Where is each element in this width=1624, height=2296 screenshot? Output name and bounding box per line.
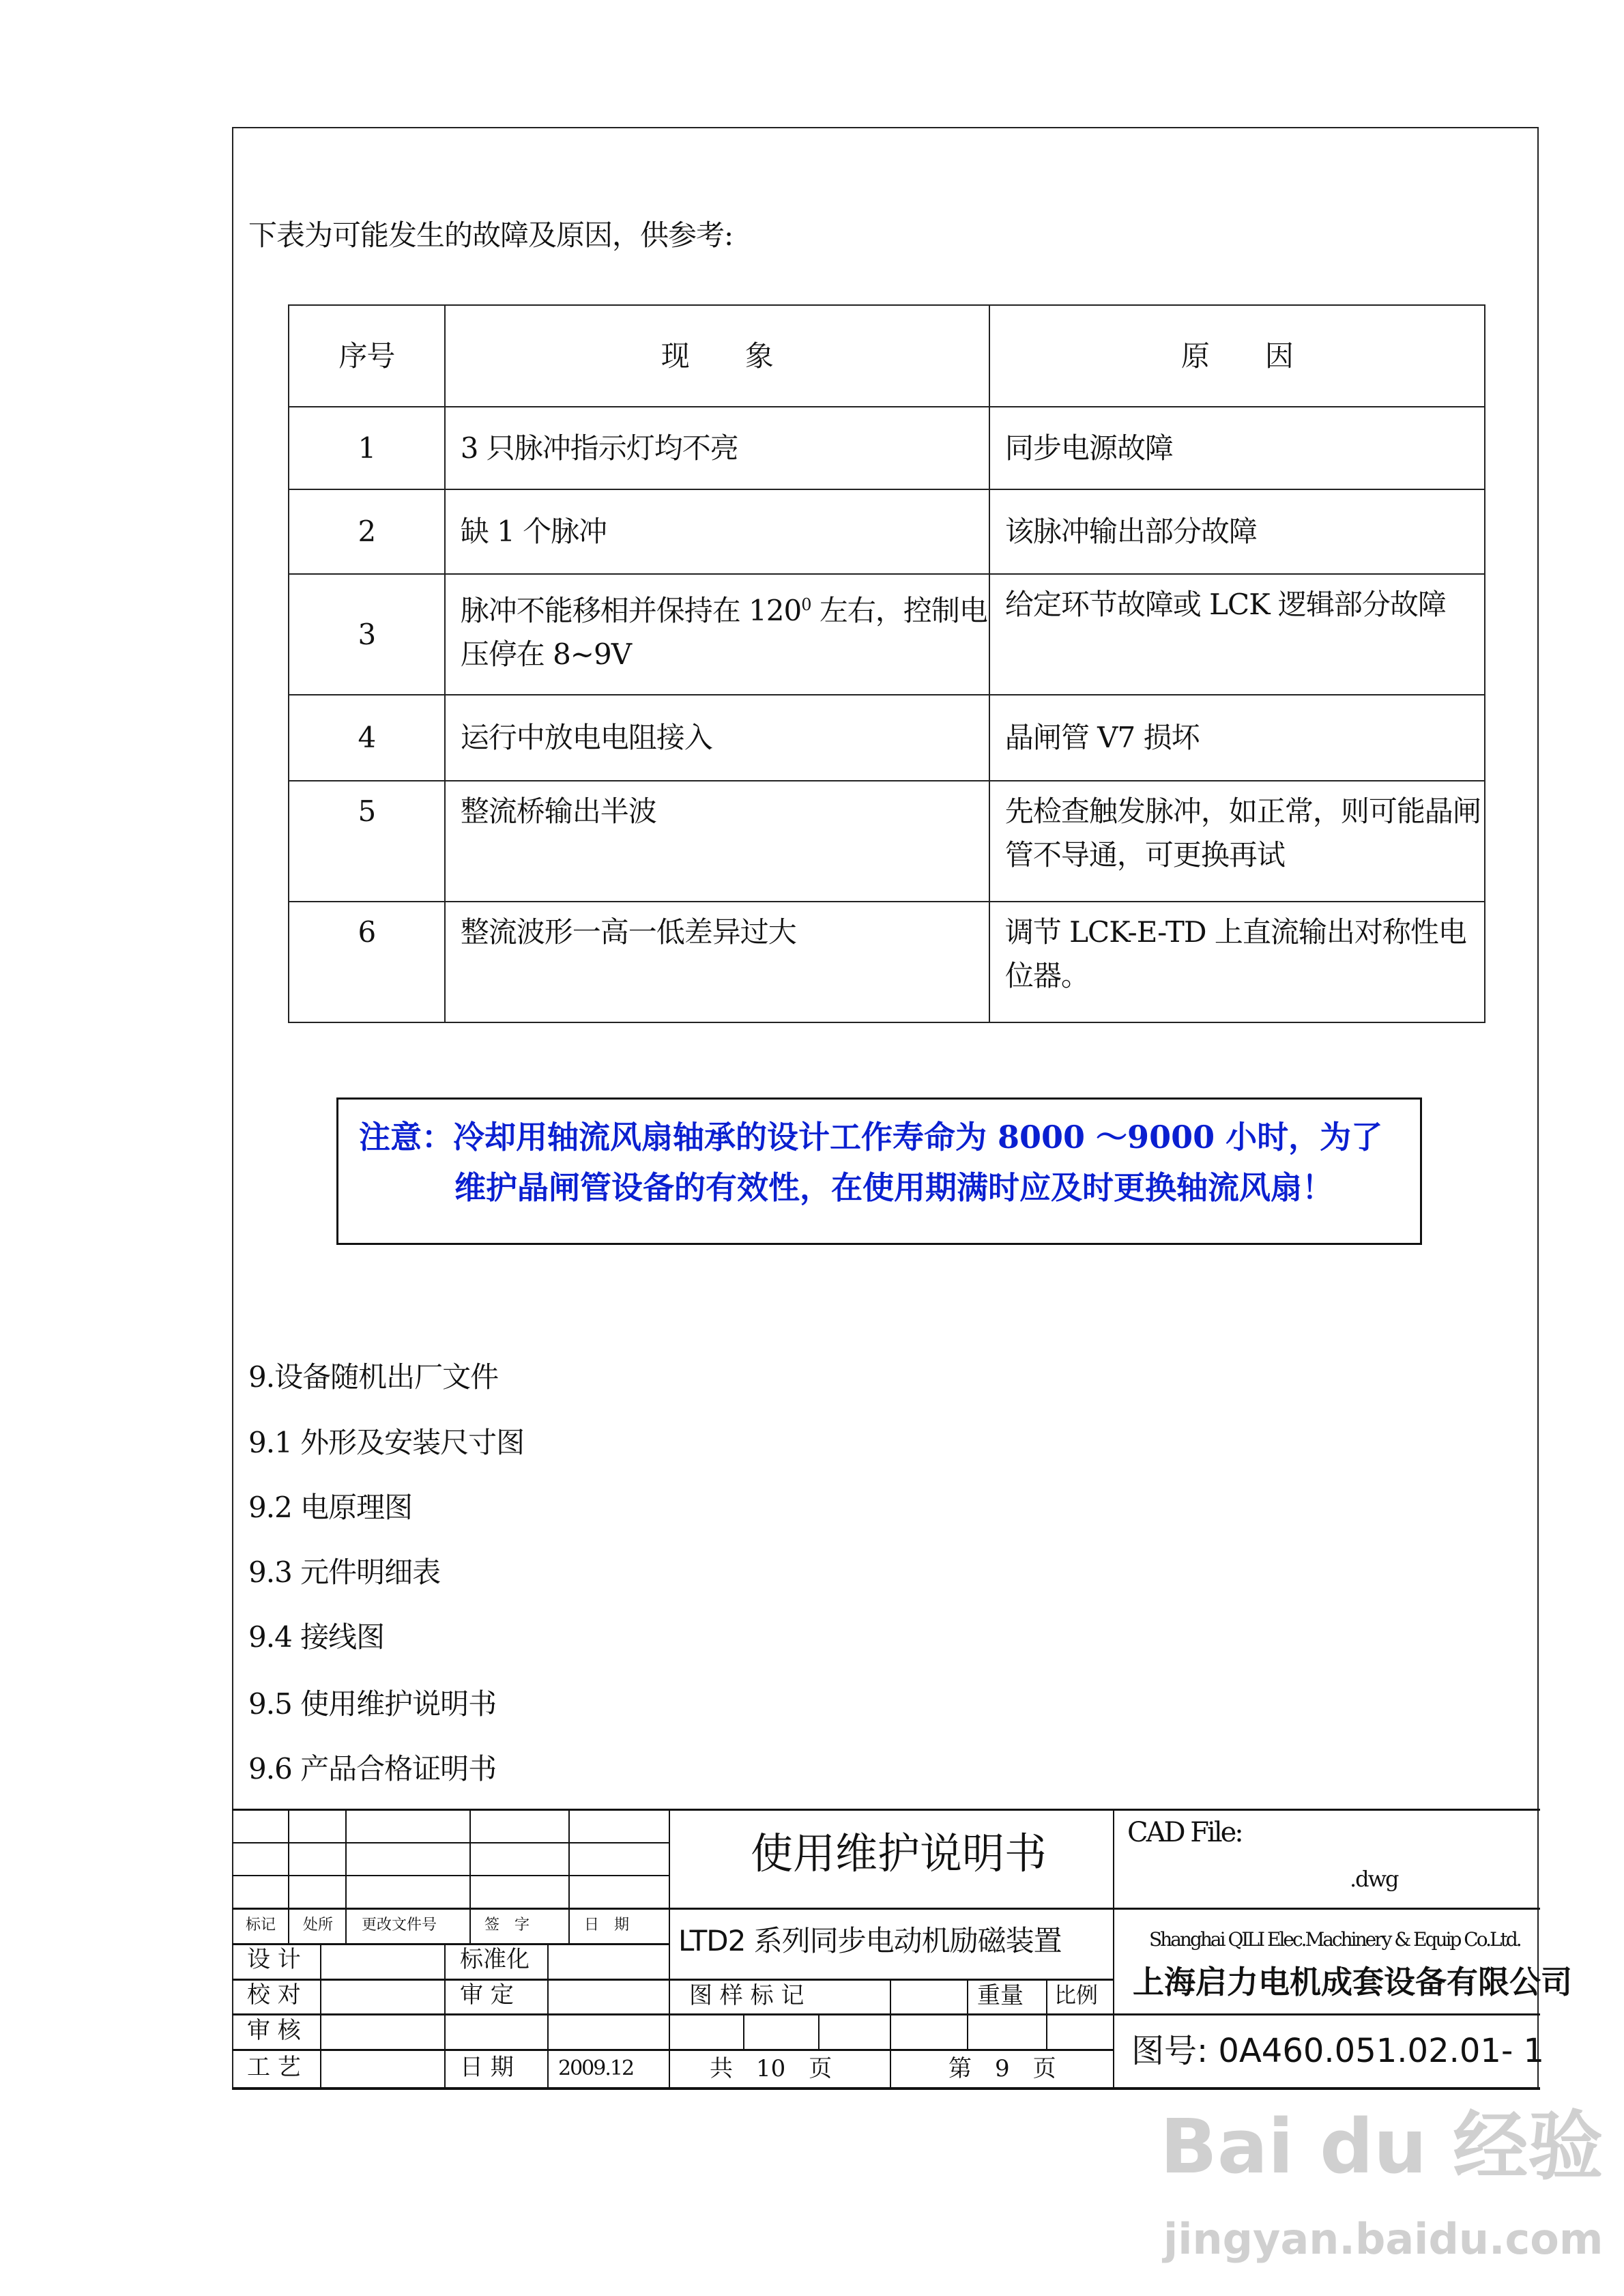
row-no: 4 [289, 695, 445, 781]
rev-header-mark: 标记 [246, 1917, 276, 1934]
rev-header-docno: 更改文件号 [362, 1917, 437, 1934]
drawing-number: 图号: 0A460.051.02.01- 1 [1131, 2032, 1545, 2070]
row-cause: 调节 LCK-E-TD 上直流输出对称性电位器。 [989, 902, 1485, 1022]
notice-line-2: 维护晶闸管设备的有效性，在使用期满时应及时更换轴流风扇！ [454, 1169, 1333, 1206]
divider [232, 2087, 1540, 2090]
table-row [289, 902, 1485, 1022]
approve-label: 审 定 [460, 1981, 514, 2009]
watermark-url: jingyan.baidu.com [1163, 2214, 1604, 2264]
total-pages: 共 10 页 [710, 2055, 832, 2082]
row-cause: 晶闸管 V7 损坏 [989, 695, 1485, 781]
process-label: 工 艺 [247, 2054, 301, 2081]
sample-mark-label: 图 样 标 记 [689, 1982, 804, 2009]
cad-file-ext: .dwg [1350, 1866, 1398, 1892]
divider [890, 1979, 891, 2089]
divider [232, 2049, 1113, 2051]
divider [232, 1809, 1540, 1811]
baidu-jingyan-watermark: Bai du 经验 [1160, 2103, 1604, 2190]
rev-header-place: 处所 [303, 1917, 334, 1934]
row-symptom: 整流波形一高一低差异过大 [445, 902, 989, 1022]
header-no: 序号 [289, 305, 445, 407]
row-no: 3 [289, 574, 445, 695]
row-symptom: 3 只脉冲指示灯均不亮 [445, 407, 989, 489]
doc-list-item: 9.5 使用维护说明书 [248, 1687, 497, 1721]
header-symptom: 现 象 [445, 305, 989, 407]
rev-header-sign: 签 字 [484, 1917, 530, 1934]
doc-list-item: 9.2 电原理图 [248, 1491, 413, 1524]
divider [232, 1908, 1540, 1910]
divider [1113, 1809, 1114, 2089]
fault-table [288, 304, 1485, 1023]
table-row [289, 574, 1485, 695]
row-symptom: 整流桥输出半波 [445, 781, 989, 902]
company-en: Shanghai QILI Elec.Machinery & Equip Co.Ltd. [1149, 1928, 1520, 1951]
symptom-text: 左右，控制电压停在 8~9V [460, 594, 987, 671]
scale-label: 比例 [1054, 1982, 1099, 2008]
divider [568, 1809, 570, 1943]
divider [232, 1943, 669, 1945]
notice-line-1: 注意：冷却用轴流风扇轴承的设计工作寿命为 8000 ～9000 小时，为了 [359, 1119, 1383, 1156]
divider [232, 1842, 669, 1843]
table-row [289, 695, 1485, 781]
symptom-text: 脉冲不能移相并保持在 120 [460, 594, 802, 627]
cad-file-label: CAD File: [1127, 1817, 1242, 1848]
doc-title: 使用维护说明书 [751, 1828, 1047, 1878]
header-cause: 原 因 [989, 305, 1485, 407]
table-row [289, 489, 1485, 574]
design-label: 设 计 [247, 1946, 301, 1973]
doc-list-heading: 9.设备随机出厂文件 [248, 1360, 499, 1394]
row-no: 2 [289, 489, 445, 574]
table-row [289, 407, 1485, 489]
divider [444, 1943, 446, 2089]
review-label: 审 核 [247, 2017, 301, 2044]
row-cause: 该脉冲输出部分故障 [989, 489, 1485, 574]
divider [232, 1979, 1113, 1981]
notice-box [336, 1097, 1422, 1245]
check-label: 校 对 [247, 1981, 301, 2009]
doc-list-item: 9.3 元件明细表 [248, 1555, 441, 1589]
divider [469, 1809, 471, 1943]
doc-list-item: 9.1 外形及安装尺寸图 [248, 1426, 525, 1459]
product-name: LTD2 系列同步电动机励磁装置 [678, 1924, 1062, 1957]
row-symptom [445, 574, 989, 695]
row-cause: 给定环节故障或 LCK 逻辑部分故障 [989, 574, 1485, 695]
divider [320, 1943, 321, 2089]
row-symptom: 运行中放电电阻接入 [445, 695, 989, 781]
row-cause: 同步电源故障 [989, 407, 1485, 489]
divider [547, 1943, 549, 2089]
divider [1046, 1979, 1047, 2049]
divider [967, 1979, 968, 2049]
company-cn: 上海启力电机成套设备有限公司 [1133, 1964, 1572, 2000]
weight-label: 重量 [977, 1982, 1024, 2009]
doc-list-item: 9.6 产品合格证明书 [248, 1752, 497, 1785]
date-label: 日 期 [460, 2054, 514, 2081]
date-value: 2009.12 [558, 2056, 634, 2080]
divider [232, 1875, 669, 1876]
row-no: 1 [289, 407, 445, 489]
divider [288, 1809, 289, 1943]
doc-list-item: 9.4 接线图 [248, 1620, 385, 1654]
rev-header-date: 日 期 [584, 1917, 630, 1934]
degree-superscript: 0 [801, 595, 811, 614]
divider [743, 2013, 744, 2049]
row-no: 5 [289, 781, 445, 902]
table-header-row [289, 305, 1485, 407]
row-symptom: 缺 1 个脉冲 [445, 489, 989, 574]
table-row [289, 781, 1485, 902]
page-number: 第 9 页 [948, 2055, 1056, 2082]
intro-text: 下表为可能发生的故障及原因，供参考: [248, 218, 734, 252]
divider [818, 2013, 820, 2049]
divider [232, 2013, 1540, 2015]
divider [669, 1809, 670, 2089]
standard-label: 标准化 [460, 1946, 530, 1973]
divider [345, 1809, 347, 1943]
row-cause: 先检查触发脉冲，如正常，则可能晶闸管不导通，可更换再试 [989, 781, 1485, 902]
row-no: 6 [289, 902, 445, 1022]
